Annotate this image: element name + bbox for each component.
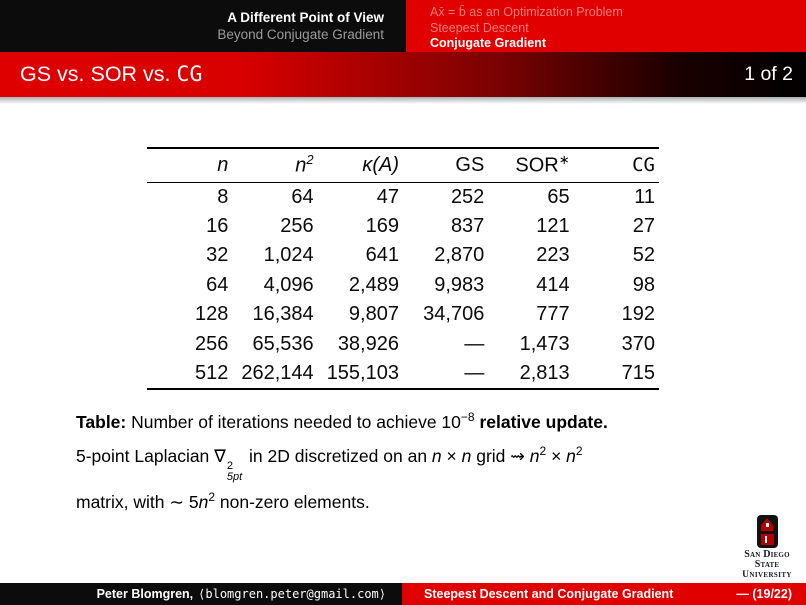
table-cell: 1,473 [519,332,570,355]
top-header [0,0,806,52]
table-cell: — [464,361,485,384]
table-cell: 414 [536,273,570,296]
column-header: GS [455,153,485,176]
titlebar-shadow [0,97,806,104]
table-cell: 16 [206,214,229,237]
column-header: n [217,153,229,176]
table-cell: 223 [536,244,570,267]
table-cell: 34,706 [423,303,485,326]
footer-author-block [0,583,402,605]
footer-email-link[interactable]: ⟨blomgren.peter@gmail.com⟩ [198,587,386,601]
frame-page-indicator: 1 of 2 [744,63,793,85]
university-emblem-icon [757,515,778,548]
column-header: CG [632,154,655,177]
footer-bar [0,583,806,605]
column-header: $n^2$ [295,152,314,178]
section-title: A Different Point of View [227,10,384,25]
table-cell: 16,384 [252,303,314,326]
table-cell: 641 [365,244,399,267]
nav-item[interactable]: Conjugate Gradient [430,36,546,50]
section-title-block [0,0,406,52]
table-cell: 9,807 [348,303,399,326]
table-cell: 27 [632,214,655,237]
table-cell: 2,813 [519,361,570,384]
university-logo [731,515,803,580]
table-cell: 262,144 [241,361,314,384]
table-cell: 252 [450,185,485,208]
table-cell: 1,024 [263,244,314,267]
table-cell: 256 [194,332,229,355]
table-head [147,148,659,182]
table-cell: 65,536 [252,332,314,355]
table-row [147,182,659,212]
table-caption: Table: Number of iterations needed to achieve $10^{-8}$ relative update. 5-point Laplacian ∇ 2 5pt in 2D discretized on an n × n grid ⇝ $n^2 \times n^2$ matrix, with ∼ $5n^2$ non-zero elements. [76,410,608,512]
table-body [147,182,659,389]
frame-title-bar [0,52,806,97]
table-cell: 98 [632,273,655,296]
frame-title-mono: CG [176,62,203,87]
table-cell: 837 [450,214,485,237]
table-cell: 38,926 [337,332,399,355]
table-cell: 155,103 [326,361,399,384]
table-row [147,300,659,330]
table-row [147,359,659,389]
table-cell: 64 [291,185,314,208]
table-cell: 2,489 [348,273,399,296]
table-cell: 370 [621,332,655,355]
table-row [147,271,659,301]
footer-author: Peter Blomgren, [96,587,194,601]
table-cell: 32 [206,244,229,267]
subsection-nav [406,0,806,52]
table-cell: 715 [621,361,655,384]
logo-line2: University [742,570,792,580]
frame-title [20,62,202,87]
table-cell: 47 [376,185,399,208]
section-subtitle: Beyond Conjugate Gradient [217,27,384,42]
footer-page-counter: — (19/22) [736,587,792,601]
table-cell: 121 [536,214,570,237]
table-cell: 256 [280,214,314,237]
table-cell: — [464,332,485,355]
frame-title-text: GS vs. SOR vs. [20,62,177,86]
table-cell: 128 [194,303,229,326]
table-row [147,212,659,242]
table-cell: 169 [365,214,399,237]
column-header: SOR∗ [515,152,570,178]
table-cell: 8 [217,185,229,208]
iterations-table-wrap [147,147,659,390]
footer-talk-title: Steepest Descent and Conjugate Gradient [424,587,674,601]
nav-item[interactable]: Steepest Descent [430,20,529,35]
iterations-table [147,147,659,390]
table-cell: 11 [634,185,655,208]
logo-line1: San Diego State [744,549,790,570]
footer-talk-block [402,583,806,605]
table-cell: 2,870 [434,244,485,267]
column-header: κ(A) [362,153,399,176]
table-cell: 52 [632,244,655,267]
table-cell: 192 [621,303,655,326]
table-cell: 65 [547,185,570,208]
table-cell: 64 [206,273,229,296]
table-cell: 9,983 [434,273,485,296]
nav-item[interactable]: Ax̄ = b̄ as an Optimization Problem [430,5,623,19]
table-cell: 777 [536,303,570,326]
table-header-row [147,148,659,182]
table-cell: 512 [194,361,229,384]
table-row [147,241,659,271]
table-cell: 4,096 [263,273,314,296]
table-row [147,330,659,360]
